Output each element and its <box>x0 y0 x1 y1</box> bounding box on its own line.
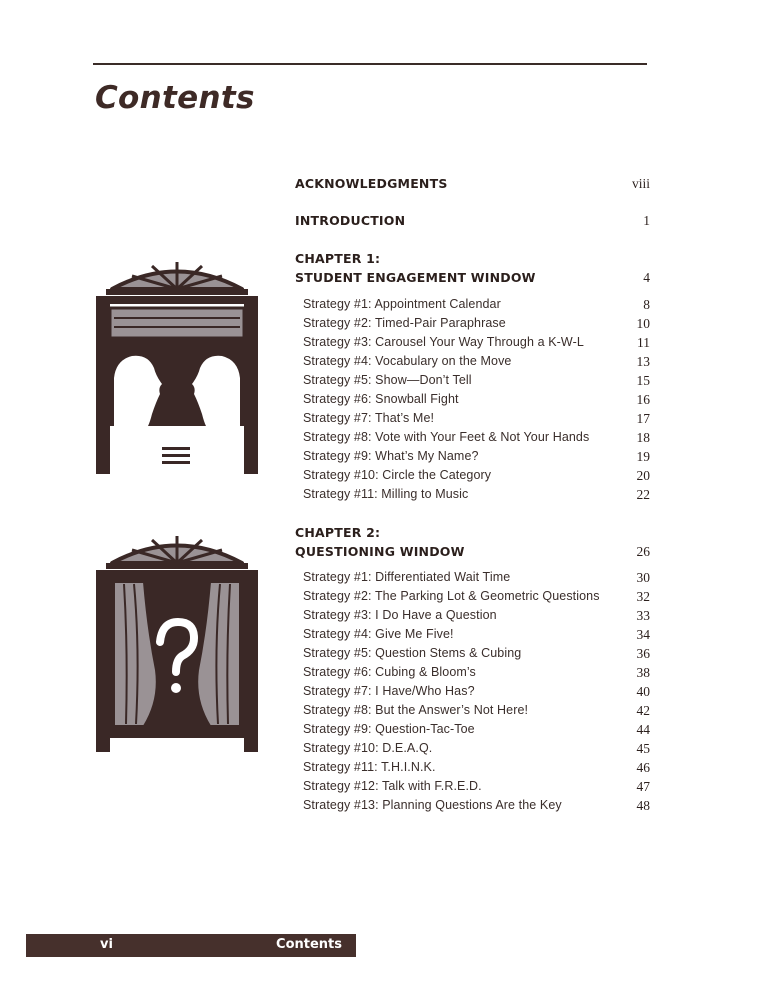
toc-page-number: 10 <box>636 316 650 331</box>
toc-strategy-entry[interactable] <box>295 297 650 317</box>
toc-page-number: 33 <box>636 608 650 623</box>
strategy-label: Strategy #12: Talk with F.R.E.D. <box>303 779 482 793</box>
toc-entry-label: ACKNOWLEDGMENTS <box>295 176 448 191</box>
toc-page-number: 19 <box>636 449 650 464</box>
top-rule <box>93 63 647 65</box>
window-with-curtains-question-mark-icon <box>92 530 262 752</box>
toc-page-number: 16 <box>636 392 650 407</box>
page-title: Contents <box>95 80 255 116</box>
strategy-label: Strategy #7: That’s Me! <box>303 411 435 425</box>
strategy-label: Strategy #6: Snowball Fight <box>303 392 459 406</box>
toc-strategy-entry[interactable] <box>295 354 650 374</box>
window-with-two-faces-icon <box>92 256 262 476</box>
strategy-label: Strategy #8: Vote with Your Feet & Not Your Hands <box>303 430 590 444</box>
chapter-1-heading <box>295 251 650 271</box>
toc-page-number: 8 <box>643 297 650 312</box>
toc-strategy-entry[interactable] <box>295 449 650 469</box>
toc-page-number: 22 <box>636 487 650 502</box>
toc-page-number: 26 <box>636 544 650 559</box>
toc-page-number: 40 <box>636 684 650 699</box>
strategy-label: Strategy #1: Appointment Calendar <box>303 297 501 311</box>
toc-strategy-entry[interactable] <box>295 798 650 818</box>
chapter-number: CHAPTER 1: <box>295 251 381 266</box>
toc-strategy-entry[interactable] <box>295 608 650 628</box>
chapter-title: STUDENT ENGAGEMENT WINDOW <box>295 270 536 285</box>
toc-strategy-entry[interactable] <box>295 430 650 450</box>
toc-introduction[interactable] <box>295 213 650 233</box>
toc-entry-label: INTRODUCTION <box>295 213 406 228</box>
toc-chapter-1[interactable] <box>295 270 650 290</box>
toc-page-number: 20 <box>636 468 650 483</box>
strategy-label: Strategy #5: Question Stems & Cubing <box>303 646 522 660</box>
toc-page-number: 44 <box>636 722 650 737</box>
toc-strategy-entry[interactable] <box>295 665 650 685</box>
toc-page-number: 30 <box>636 570 650 585</box>
page-footer <box>26 934 356 957</box>
toc-strategy-entry[interactable] <box>295 335 650 355</box>
toc-page-number: 46 <box>636 760 650 775</box>
toc-strategy-entry[interactable] <box>295 373 650 393</box>
toc-strategy-entry[interactable] <box>295 684 650 704</box>
toc-strategy-entry[interactable] <box>295 627 650 647</box>
toc-page-number: 1 <box>643 213 650 228</box>
toc-page-number: 47 <box>636 779 650 794</box>
strategy-label: Strategy #11: T.H.I.N.K. <box>303 760 436 774</box>
strategy-label: Strategy #2: The Parking Lot & Geometric Questions <box>303 589 600 603</box>
toc-chapter-2[interactable] <box>295 544 650 564</box>
strategy-label: Strategy #3: Carousel Your Way Through a K-W-L <box>303 335 584 349</box>
toc-page-number: 4 <box>643 270 650 285</box>
toc-strategy-entry[interactable] <box>295 411 650 431</box>
strategy-label: Strategy #4: Vocabulary on the Move <box>303 354 512 368</box>
footer-page-number: vi <box>100 937 113 952</box>
strategy-label: Strategy #10: D.E.A.Q. <box>303 741 433 755</box>
strategy-label: Strategy #6: Cubing & Bloom’s <box>303 665 476 679</box>
footer-section-name: Contents <box>276 937 342 952</box>
chapter-2-heading <box>295 525 650 545</box>
strategy-label: Strategy #9: What’s My Name? <box>303 449 479 463</box>
strategy-label: Strategy #1: Differentiated Wait Time <box>303 570 511 584</box>
toc-page-number: viii <box>631 176 650 191</box>
strategy-label: Strategy #8: But the Answer’s Not Here! <box>303 703 529 717</box>
toc-page-number: 17 <box>636 411 650 426</box>
toc-page-number: 32 <box>636 589 650 604</box>
toc-strategy-entry[interactable] <box>295 392 650 412</box>
toc-page-number: 13 <box>636 354 650 369</box>
toc-page-number: 45 <box>636 741 650 756</box>
toc-strategy-entry[interactable] <box>295 703 650 723</box>
strategy-label: Strategy #9: Question-Tac-Toe <box>303 722 475 736</box>
strategy-label: Strategy #4: Give Me Five! <box>303 627 454 641</box>
toc-page-number: 15 <box>636 373 650 388</box>
strategy-label: Strategy #10: Circle the Category <box>303 468 492 482</box>
toc-page-number: 18 <box>636 430 650 445</box>
toc-page-number: 11 <box>637 335 650 350</box>
strategy-label: Strategy #2: Timed-Pair Paraphrase <box>303 316 506 330</box>
toc-strategy-entry[interactable] <box>295 760 650 780</box>
toc-acknowledgments[interactable] <box>295 176 650 196</box>
toc-strategy-entry[interactable] <box>295 570 650 590</box>
toc-strategy-entry[interactable] <box>295 741 650 761</box>
toc-page-number: 38 <box>636 665 650 680</box>
chapter-number: CHAPTER 2: <box>295 525 381 540</box>
toc-page-number: 36 <box>636 646 650 661</box>
toc-strategy-entry[interactable] <box>295 646 650 666</box>
strategy-label: Strategy #5: Show—Don’t Tell <box>303 373 472 387</box>
strategy-label: Strategy #3: I Do Have a Question <box>303 608 497 622</box>
strategy-label: Strategy #7: I Have/Who Has? <box>303 684 475 698</box>
toc-page-number: 48 <box>636 798 650 813</box>
toc-strategy-entry[interactable] <box>295 316 650 336</box>
toc-strategy-entry[interactable] <box>295 468 650 488</box>
toc-page-number: 42 <box>636 703 650 718</box>
toc-strategy-entry[interactable] <box>295 589 650 609</box>
toc-strategy-entry[interactable] <box>295 722 650 742</box>
strategy-label: Strategy #11: Milling to Music <box>303 487 469 501</box>
toc-strategy-entry[interactable] <box>295 487 650 507</box>
chapter-title: QUESTIONING WINDOW <box>295 544 465 559</box>
toc-page-number: 34 <box>636 627 650 642</box>
toc-strategy-entry[interactable] <box>295 779 650 799</box>
strategy-label: Strategy #13: Planning Questions Are the Key <box>303 798 562 812</box>
